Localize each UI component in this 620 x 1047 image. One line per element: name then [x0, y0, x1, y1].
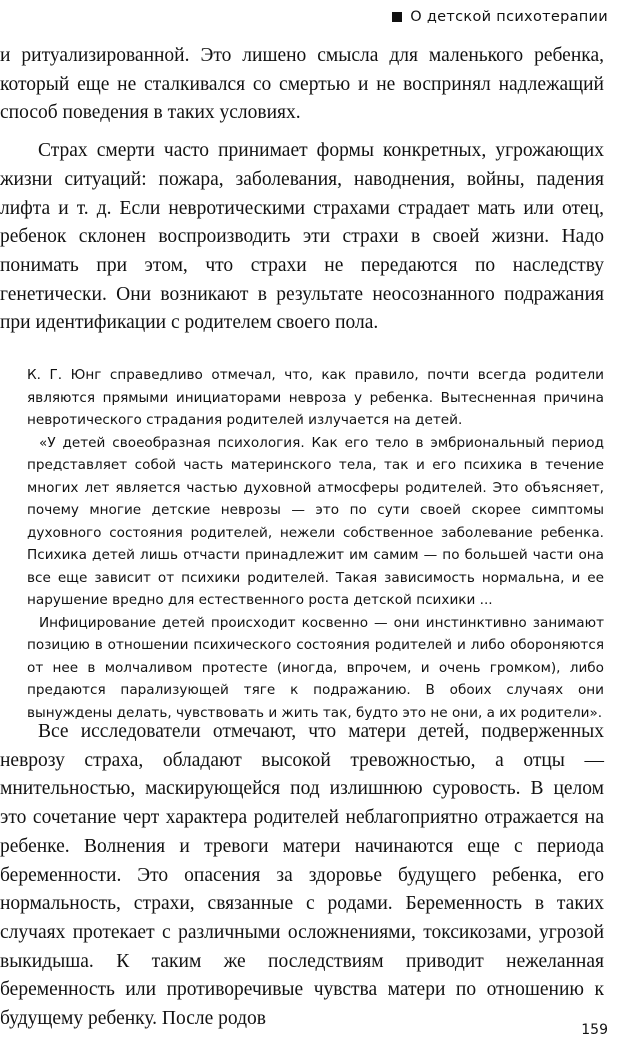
quote-paragraph: «У детей своеобразная психология. Как его тело в эмбриональный период представляет собой часть материнского тела, так и его психика в течение многих лет является частью духовной атмосферы родителей. Это объясняет, почему многие детские неврозы — это по сути своей скорее симптомы духовного состояния родителей, нежели собственное заболевание ребенка. Психика детей лишь отчасти принадлежит им самим — по большей части она все еще зависит от психики родителей. Такая зависимость нормальна, и ее нарушение вредно для естественного роста детской психики ... [27, 434, 604, 608]
main-text-bottom [0, 718, 604, 1034]
running-header [392, 6, 608, 28]
paragraph-fear-of-death: Страх смерти часто принимает формы конкретных, угрожающих жизни ситуаций: пожара, заболевания, наводнения, войны, падения лифта и т. д. Если невротическими страхами страдает мать или отец, ребенок склонен воспроизводить эти страхи в своей жизни. Надо понимать при этом, что страхи не передаются по наследству генетически. Они возникают в результате неосознанного подражания при идентификации с родителем своего пола. [0, 140, 604, 334]
quote-intro: К. Г. Юнг справедливо отмечал, что, как правило, почти всегда родители являются прямыми инициаторами невроза у ребенка. Вытесненная причина невротического страдания родителей излучается на детей. [27, 367, 604, 428]
quote-paragraph: Инфицирование детей происходит косвенно — они инстинктивно занимают позицию в отношении психического состояния родителей и либо обороняются от нее в молчаливом протесте (иногда, впрочем, и очень громком), либо предаются парализующей тяге к подражанию. В обоих случаях они вынуждены делать, чувствовать и жить так, будто это не они, а их родители». [27, 614, 604, 721]
paragraph-researchers: Все исследователи отмечают, что матери детей, подверженных неврозу страха, обладают высокой тревожностью, а отцы — мнительностью, маскирующейся под излишнюю суровость. В целом это сочетание черт характера родителей неблагоприятно отражается на ребенке. Волнения и тревоги матери начинаются еще с периода беременности. Это опасения за здоровье будущего ребенка, его нормальность, страхи, связанные с родами. Беременность в таких случаях протекает с различными осложнениями, токсикозами, угрозой выкидыша. К таким же последствиям приводит нежеланная беременность или противоречивые чувства матери по отношению к будущему ребенку. После родов [0, 721, 604, 1030]
black-square-icon [392, 12, 402, 22]
paragraph-continuation: и ритуализированной. Это лишено смысла для маленького ребенка, который еще не сталкивался со смертью и не воспринял надлежащий способ поведения в таких условиях. [0, 45, 604, 124]
quotation-block [27, 364, 604, 724]
header-title: О детской психотерапии [410, 9, 608, 25]
main-text-top [0, 42, 604, 338]
page-number: 159 [581, 1022, 608, 1038]
